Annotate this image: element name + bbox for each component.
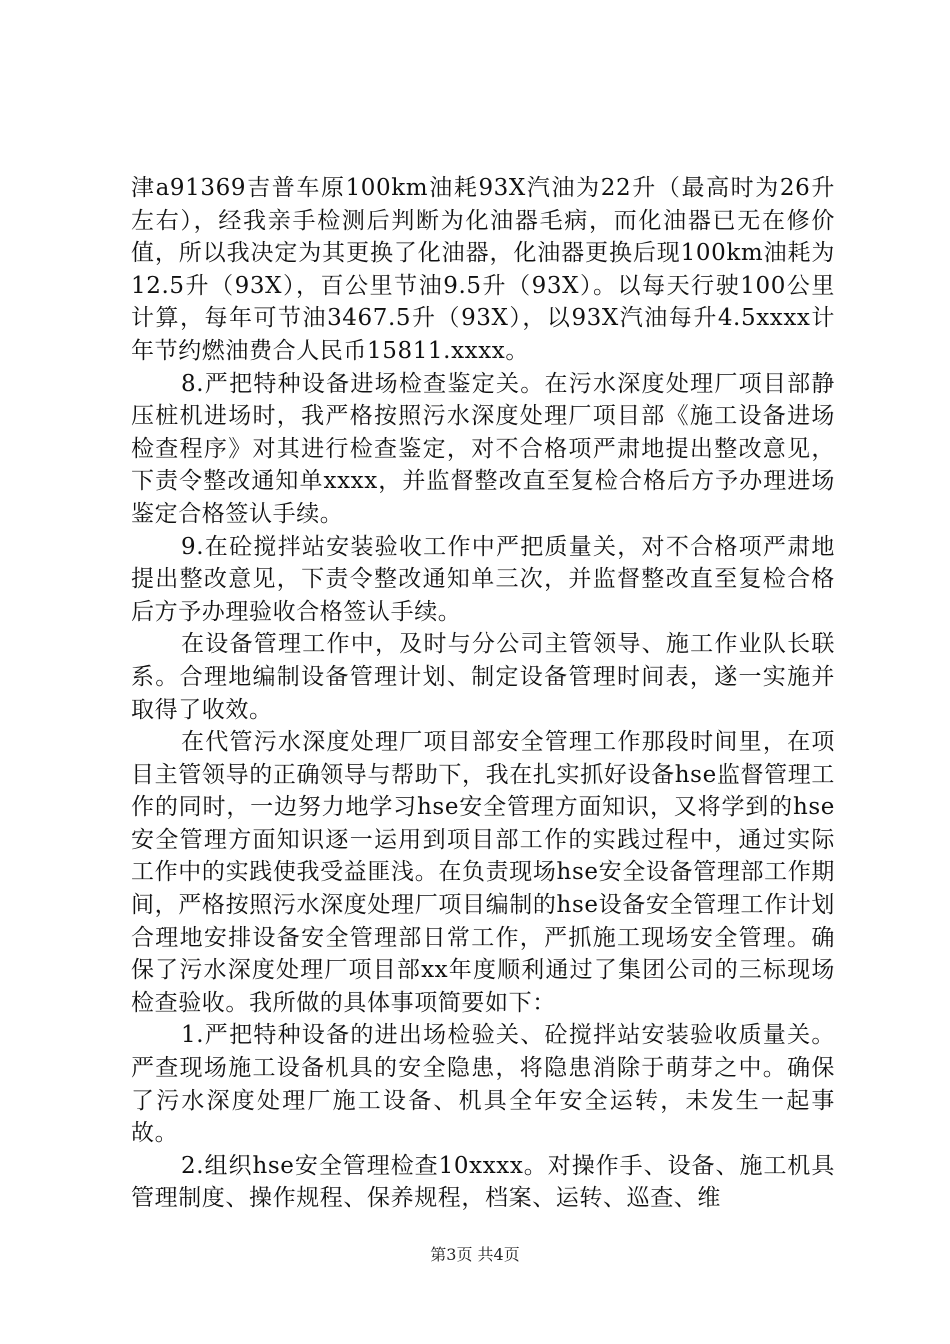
page-number-footer: 第3页 共4页: [430, 1245, 520, 1264]
paragraph-item-2: 2.组织hse安全管理检查10xxxx。对操作手、设备、施工机具管理制度、操作规程、保养规程，档案、运转、巡查、维: [131, 1152, 835, 1212]
paragraph-equipment-management: 在设备管理工作中，及时与分公司主管领导、施工作业队长联系。合理地编制设备管理计划、制定设备管理时间表，遂一实施并取得了收效。: [131, 631, 835, 723]
paragraph-fuel-saving: 津a91369吉普车原100km油耗93X汽油为22升（最高时为26升左右），经我亲手检测后判断为化油器毛病，而化油器已无在修价值，所以我决定为其更换了化油器，化油器更换后现100km油耗为12.5升（93X），百公里节油9.5升（93X）。以每天行驶100公里计算，每年可节油3467.5升（93X），以93X汽油每升4.5xxxx计年节约燃油费合人民币15811.xxxx。: [131, 175, 835, 364]
paragraph-item-8: 8.严把特种设备进场检查鉴定关。在污水深度处理厂项目部静压桩机进场时，我严格按照污水深度处理厂项目部《施工设备进场检查程序》对其进行检查鉴定，对不合格项严肃地提出整改意见，下责令整改通知单xxxx，并监督整改直至复检合格后方予办理进场鉴定合格签认手续。: [131, 370, 835, 527]
paragraph-item-1: 1.严把特种设备的进出场检验关、砼搅拌站安装验收质量关。严查现场施工设备机具的安全隐患，将隐患消除于萌芽之中。确保了污水深度处理厂施工设备、机具全年安全运转，未发生一起事故。: [131, 1022, 835, 1147]
paragraph-hse-management: 在代管污水深度处理厂项目部安全管理工作那段时间里，在项目主管领导的正确领导与帮助下，我在扎实抓好设备hse监督管理工作的同时，一边努力地学习hse安全管理方面知识，又将学到的hse安全管理方面知识逐一运用到项目部工作的实践过程中，通过实际工作中的实践使我受益匪浅。在负责现场hse安全设备管理部工作期间，严格按照污水深度处理厂项目编制的hse设备安全管理工作计划合理地安排设备安全管理部日常工作，严抓施工现场安全管理。确保了污水深度处理厂项目部xx年度顺利通过了集团公司的三标现场检查验收。我所做的具体事项简要如下：: [131, 729, 835, 1016]
paragraph-item-9: 9.在砼搅拌站安装验收工作中严把质量关，对不合格项严肃地提出整改意见，下责令整改通知单三次，并监督整改直至复检合格后方予办理验收合格签认手续。: [131, 533, 835, 625]
document-body: [131, 172, 835, 1215]
